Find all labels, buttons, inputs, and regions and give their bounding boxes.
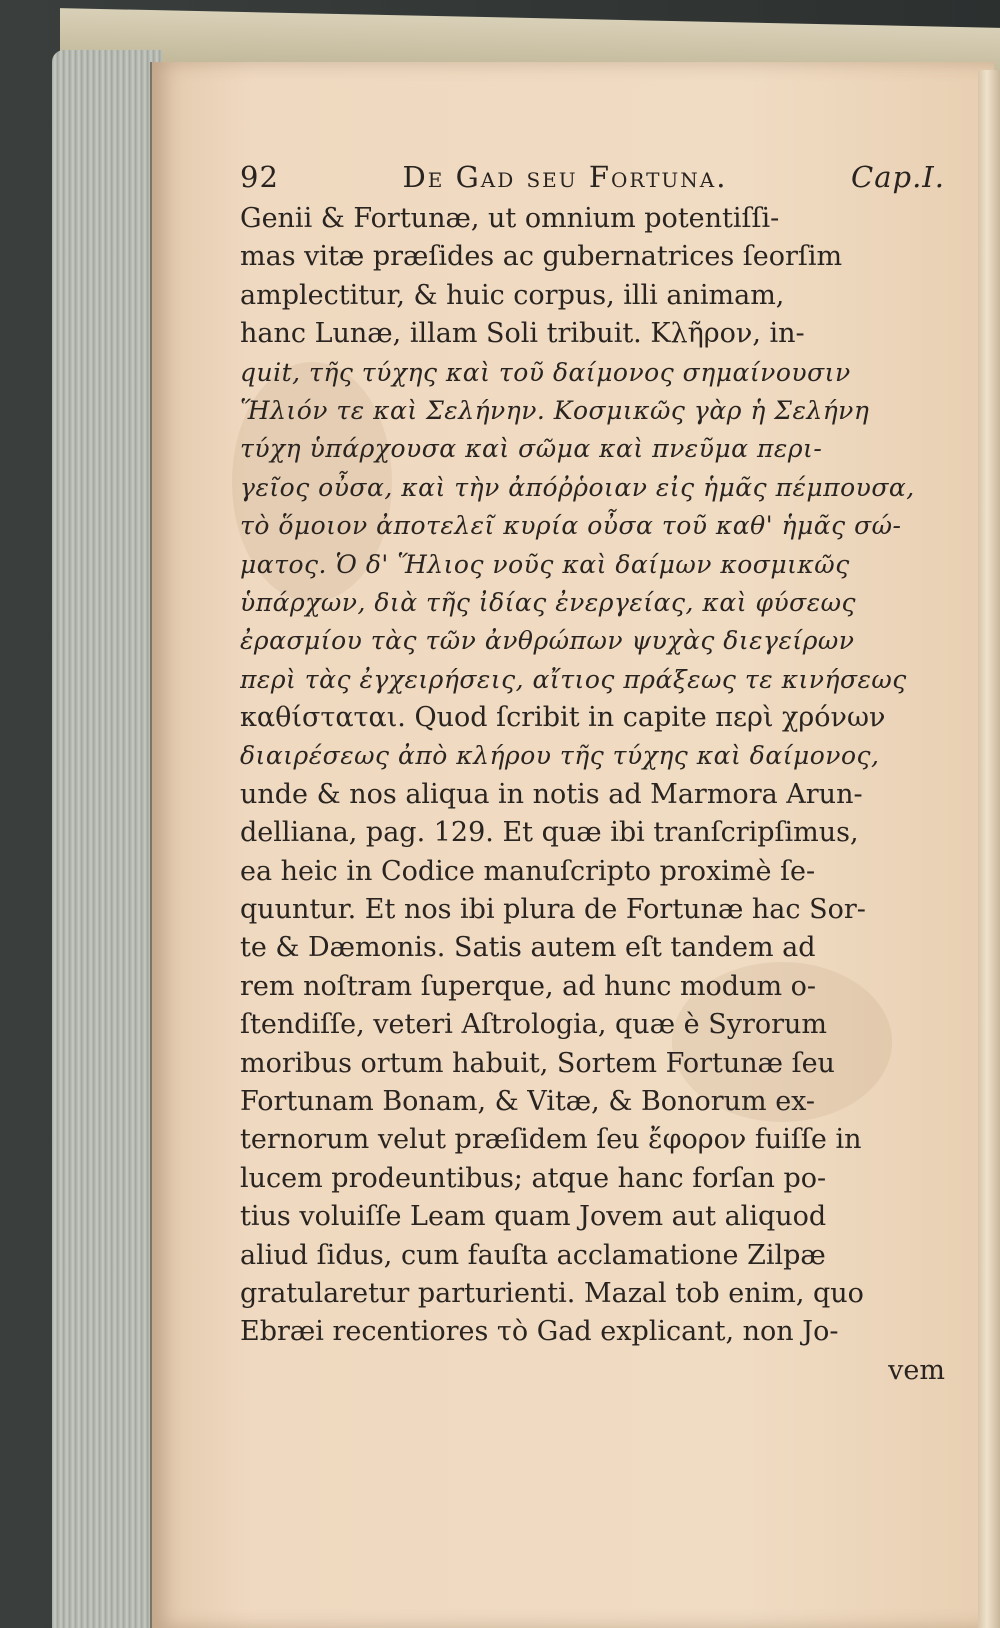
text-line: aliud ſidus, cum fauſta acclamatione Zilpæ	[240, 1239, 826, 1271]
text-line: hanc Lunæ, illam Soli tribuit. Κλῆρον, in-	[240, 318, 805, 350]
text-line: τὸ ὅμοιον ἀποτελεῖ κυρία οὖσα τοῦ καθ' ἡμᾶς σώ-	[240, 511, 902, 541]
text-line: ſtendiſſe, veteri Aſtrologia, quæ è Syrorum	[240, 1009, 828, 1041]
text-line: Genii & Fortunæ, ut omnium potentiſſi-	[240, 203, 780, 234]
catchword: vem	[888, 1354, 945, 1386]
next-page-edge	[978, 70, 1000, 1628]
page-number: 92	[240, 160, 279, 194]
text-line: mas vitæ præſides ac gubernatrices ſeorſim	[240, 241, 843, 273]
catchword-row	[240, 1352, 945, 1390]
text-line: γεῖος οὖσα, καὶ τὴν ἀπόῤῥοιαν εἰς ἡμᾶς πέμπουσα,	[240, 472, 915, 502]
text-line: rem noſtram ſuperque, ad hunc modum o-	[240, 970, 817, 1002]
text-line: lucem prodeuntibus; atque hanc forſan po-	[240, 1162, 827, 1194]
text-line: quit, τῆς τύχης καὶ τοῦ δαίμονος σημαίνουσιν	[240, 357, 851, 387]
text-line: ἐρασμίου τὰς τῶν ἀνθρώπων ψυχὰς διεγείρων	[240, 626, 855, 656]
text-line: quuntur. Et nos ibi plura de Fortunæ hac Sor-	[240, 894, 866, 926]
text-line: περὶ τὰς ἐγχειρήσεις, αἴτιος πράξεως τε κινήσεως	[240, 664, 907, 694]
text-line: Ebræi recentiores τὸ Gad explicant, non Jo-	[240, 1316, 839, 1348]
book-page-edges	[52, 50, 162, 1628]
page-text	[240, 160, 945, 1390]
text-line: delliana, pag. 129. Et quæ ibi tranſcripſimus,	[240, 817, 859, 849]
text-line: ea heic in Codice manuſcripto proximè ſe-	[240, 855, 816, 887]
text-line: gratularetur parturienti. Mazal tob enim, quo	[240, 1277, 864, 1309]
text-line: Ἥλιόν τε καὶ Σελήνην. Κοσμικῶς γὰρ ἡ Σελήνη	[240, 395, 870, 425]
chapter-label: Cap.I.	[851, 160, 945, 194]
running-title: De Gad seu Fortuna.	[402, 160, 728, 194]
text-line: Fortunam Bonam, & Vitæ, & Bonorum ex-	[240, 1085, 816, 1117]
text-line: unde & nos aliqua in notis ad Marmora Arun-	[240, 778, 863, 810]
text-line: ματος. Ὁ δ' Ἥλιος νοῦς καὶ δαίμων κοσμικῶς	[240, 549, 850, 579]
text-line: amplectitur, & huic corpus, illi animam,	[240, 279, 785, 311]
text-line: te & Dæmonis. Satis autem eſt tandem ad	[240, 932, 816, 964]
text-line: διαιρέσεως ἀπὸ κλήρου τῆς τύχης καὶ δαίμονος,	[240, 741, 880, 771]
page-header	[240, 160, 945, 200]
text-line: ternorum velut præſidem ſeu ἔφορον fuiſſe in	[240, 1124, 862, 1156]
text-lines	[240, 200, 945, 1352]
text-line: καθίσταται. Quod ſcribit in capite περὶ χρόνων	[240, 702, 886, 734]
text-line: tius voluiſſe Leam quam Jovem aut aliquod	[240, 1201, 827, 1233]
text-line: ὑπάρχων, διὰ τῆς ἰδίας ἐνεργείας, καὶ φύσεως	[240, 587, 857, 617]
text-line: τύχη ὑπάρχουσα καὶ σῶμα καὶ πνεῦμα περι-	[240, 434, 823, 464]
text-line: moribus ortum habuit, Sortem Fortunæ ſeu	[240, 1047, 835, 1079]
